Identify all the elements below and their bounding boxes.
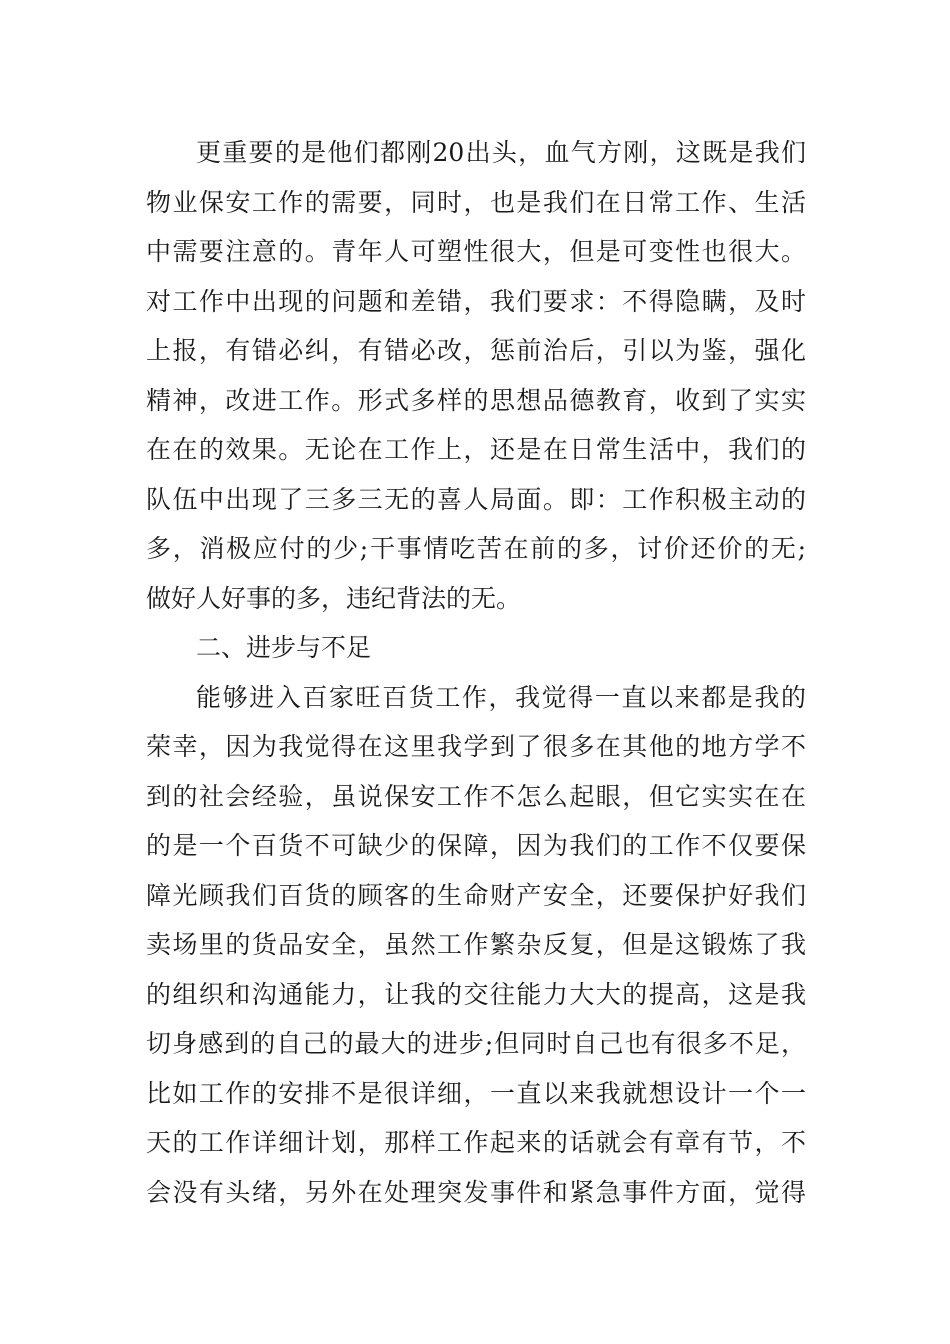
text-line: 的是一个百货不可缺少的保障，因为我们的工作不仅要保	[146, 831, 806, 860]
text-line: 到的社会经验，虽说保安工作不怎么起眼，但它实实在在	[146, 781, 806, 811]
text-line: 卖场里的货品安全，虽然工作繁杂反复，但是这锻炼了我	[146, 930, 806, 959]
text-line: 更重要的是他们都刚20出头，血气方刚，这既是我们	[196, 138, 806, 167]
text-line: 物业保安工作的需要，同时，也是我们在日常工作、生活	[146, 187, 806, 217]
text-line: 会没有头绪，另外在处理突发事件和紧急事件方面，觉得	[146, 1177, 806, 1207]
text-line: 队伍中出现了三多三无的喜人局面。即：工作积极主动的	[146, 484, 806, 514]
text-line: 比如工作的安排不是很详细，一直以来我就想设计一个一	[146, 1078, 806, 1108]
text-line: 上报，有错必纠，有错必改，惩前治后，引以为鉴，强化	[146, 336, 806, 365]
text-line: 天的工作详细计划，那样工作起来的话就会有章有节，不	[146, 1128, 806, 1157]
text-line: 多，消极应付的少;干事情吃苦在前的多，讨价还价的无;	[146, 534, 806, 563]
text-line: 二、进步与不足	[196, 633, 372, 662]
text-line: 中需要注意的。青年人可塑性很大，但是可变性也很大。	[146, 237, 806, 266]
text-line: 能够进入百家旺百货工作，我觉得一直以来都是我的	[196, 682, 806, 712]
document-body	[146, 128, 806, 1217]
text-line: 的组织和沟通能力，让我的交往能力大大的提高，这是我	[146, 979, 806, 1009]
text-line: 障光顾我们百货的顾客的生命财产安全，还要保护好我们	[146, 880, 806, 910]
text-line: 荣幸，因为我觉得在这里我学到了很多在其他的地方学不	[146, 732, 806, 761]
text-line: 切身感到的自己的最大的进步;但同时自己也有很多不足，	[146, 1029, 806, 1058]
text-line: 对工作中出现的问题和差错，我们要求：不得隐瞒，及时	[146, 286, 806, 316]
text-line: 在在的效果。无论在工作上，还是在日常生活中，我们的	[146, 435, 806, 464]
text-line: 精神，改进工作。形式多样的思想品德教育，收到了实实	[146, 385, 806, 415]
text-line: 做好人好事的多，违纪背法的无。	[146, 583, 522, 613]
